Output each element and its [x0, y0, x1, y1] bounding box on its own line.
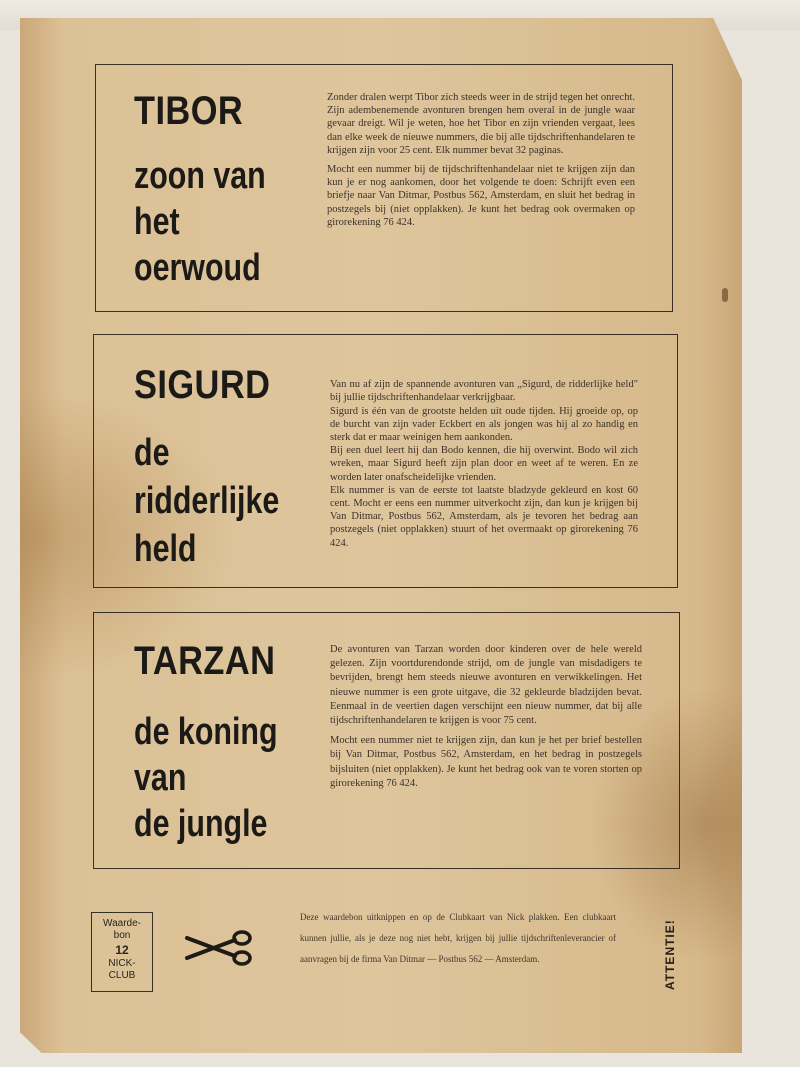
tibor-paragraph-2: Mocht een nummer bij de tijdschriftenhandelaar niet te krijgen zijn dan kun je er nog aankomen, door het volgende te doen: Schrijft even een briefje naar Van Ditmar, Postbus 562, Amsterdam, en sluit het bedrag in postzegels bij (niet opplakken). Je kunt het bedrag ook overmaken op girorekening 76 424. [327, 164, 635, 228]
tibor-description [327, 91, 635, 235]
sigurd-paragraph-1: Van nu af zijn de spannende avonturen van „Sigurd, de ridderlijke held" bij jullie tijdschriftenhandelaar verkrijgbaar. Sigurd is één van de grootste helden uit oude tijden. Hij groeide op, op de burcht van zijn vader Eckbert en als jongen was hij al zo handig en sterk dat er maar weinigen hem aankonden. Bij een duel leert hij dan Bodo kennen, die hij overwint. Bodo wil zich wreken, maar Sigurd heeft zijn plan door en weet af te weren. En ze worden later onafscheidelijke vrienden. Elk nummer is van de eerste tot laatste bladzyde gekleurd en kost 60 cent. Mocht er eens een nummer uitverkocht zijn, dan kun je krijgen bij Van Ditmar, Postbus 562, Amsterdam, als je tevoren het bedrag aan postzegels (niet opplakken) stuurt of het overmaakt op girorekening 76 424. [330, 379, 638, 549]
tarzan-paragraph-1: De avonturen van Tarzan worden door kinderen over de hele wereld gelezen. Zijn voortdurendonde strijd, om de jungle van misdadigers te bevrijden, brengt hem steeds nieuwe avonturen en verwikkelingen. Het nieuwe nummer is een grote uitgave, die 32 gekleurde bladzijden bevat. Eenmaal in de veertien dagen verschijnt een nieuw nummer, dat bij alle tijdschriftenhandelaren te krijgen is voor 75 cent. [330, 644, 642, 727]
coupon-instructions: Deze waardebon uitknippen en op de Clubkaart van Nick plakken. Een clubkaart kunnen jullie, als je deze nog niet hebt, krijgen bij jullie tijdschriftenleverancier of aanvragen bij de firma Van Ditmar — Postbus 562 — Amsterdam. [300, 912, 616, 964]
tarzan-description [330, 643, 642, 797]
tibor-title: TIBOR [134, 89, 244, 133]
value-coupon [91, 912, 153, 992]
tibor-paragraph-1: Zonder dralen werpt Tibor zich steeds weer in de strijd tegen het onrecht. Zijn adembenemende avonturen brengen hem overal in de jungle waar gevaar dreigt. Wil je weten, hoe het Tibor en zijn vrienden vergaat, lees dan elke week de nieuwe nummers, die bij alle tijdschriftenhandelaren te krijgen zijn voor 25 cent. Elk nummer bevat 32 paginas. [327, 92, 635, 156]
tarzan-title: TARZAN [134, 639, 276, 683]
sigurd-title: SIGURD [134, 363, 271, 407]
tarzan-subtitle: de koning van de jungle [134, 711, 278, 845]
tibor-subtitle: zoon van het oerwoud [134, 155, 266, 289]
tarzan-ad-box [93, 612, 680, 869]
binding-hole [722, 288, 728, 302]
attentie-label: ATTENTIE! [663, 919, 677, 990]
sigurd-subtitle: de ridderlijke held [134, 432, 280, 570]
sigurd-description [330, 365, 638, 569]
coupon-line-2: bon [113, 930, 131, 941]
coupon-line-3: NICK- [108, 958, 136, 969]
tarzan-paragraph-2: Mocht een nummer niet te krijgen zijn, dan kun je het per brief bestellen bij Van Ditmar, Postbus 562, Amsterdam, en het bedrag in postzegels bijsluiten (niet opplakken). Je kunt het bedrag ook van te voren storten op girorekening 76 424. [330, 735, 642, 789]
coupon-number: 12 [115, 943, 129, 957]
scissors-icon [183, 928, 253, 968]
coupon-line-4: CLUB [108, 970, 136, 981]
sigurd-ad-box [93, 334, 678, 588]
tibor-ad-box [95, 64, 673, 312]
coupon-line-1: Waarde- [103, 918, 141, 929]
